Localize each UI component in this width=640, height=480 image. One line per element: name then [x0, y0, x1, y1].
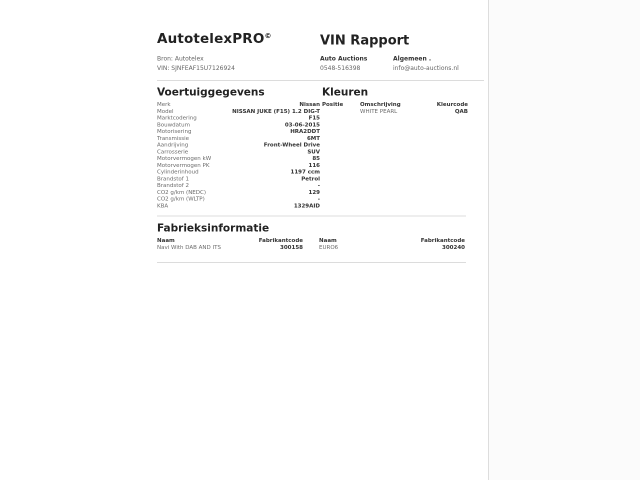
- row-label: Motorisering: [157, 128, 192, 135]
- factory-data-row: [157, 244, 303, 251]
- color-positie: [322, 108, 360, 115]
- row-label: Motorvermogen kW: [157, 155, 212, 162]
- row-value: Front-Wheel Drive: [263, 141, 320, 148]
- table-row: [157, 128, 320, 135]
- row-label: Motorvermogen PK: [157, 161, 210, 169]
- table-row: [157, 108, 320, 115]
- table-row: [157, 101, 320, 108]
- column-header-fabrikantcode: Fabrikantcode: [258, 237, 303, 244]
- factory-naam: Navi With DAB AND ITS: [157, 243, 222, 251]
- section-title-fabrieksinformatie: Fabrieksinformatie: [157, 222, 270, 234]
- row-value: 03-06-2015: [284, 121, 320, 128]
- column-header-fabrikantcode: Fabrikantcode: [420, 237, 465, 244]
- column-header-naam: Naam: [157, 237, 175, 244]
- row-label: Marktcodering: [157, 114, 197, 121]
- source-line: Bron: Autotelex: [157, 55, 204, 62]
- row-label: CO2 g/km (NEDC): [157, 188, 207, 196]
- factory-naam: EURO6: [319, 243, 339, 251]
- row-label: Carrosserie: [157, 148, 189, 155]
- row-value: Petrol: [301, 175, 320, 182]
- row-value: Nissan: [299, 101, 320, 108]
- color-kleurcode: QAB: [454, 107, 468, 115]
- factory-info-group: [157, 237, 303, 251]
- factory-info-table: [157, 237, 465, 251]
- general-email: info@auto-auctions.nl: [393, 64, 459, 72]
- table-row: [157, 155, 320, 162]
- table-row: [157, 169, 320, 176]
- row-value: -: [317, 182, 320, 189]
- row-value: 1329AID: [293, 202, 320, 209]
- row-value: 116: [308, 161, 320, 169]
- colors-header-row: [322, 101, 468, 108]
- row-label: Bouwdatum: [157, 121, 190, 128]
- section-title-kleuren: Kleuren: [322, 86, 369, 98]
- table-row: [157, 162, 320, 169]
- row-value: -: [317, 195, 320, 202]
- section-divider: [157, 216, 466, 217]
- row-value: HRA2DDT: [290, 128, 320, 135]
- row-value: NISSAN JUKE (F15) 1.2 DIG-T: [232, 107, 320, 115]
- row-label: Brandstof 1: [157, 175, 189, 182]
- table-row: [157, 121, 320, 128]
- table-row: [157, 142, 320, 149]
- factory-code: 300240: [442, 243, 465, 251]
- section-divider: [157, 262, 466, 263]
- colors-table: [322, 101, 468, 115]
- table-row: [157, 115, 320, 122]
- table-row: [157, 148, 320, 155]
- factory-data-row: [319, 244, 465, 251]
- row-label: Transmissie: [157, 134, 190, 142]
- row-value: 85: [312, 155, 320, 162]
- header-divider: [157, 80, 484, 81]
- column-header-kleurcode: Kleurcode: [436, 101, 468, 108]
- vin-line: VIN: SJNFEAF15U7126924: [157, 64, 235, 72]
- row-label: KBA: [157, 202, 169, 209]
- row-label: Aandrijving: [157, 141, 189, 148]
- table-row: [157, 182, 320, 189]
- source-block: [157, 54, 235, 73]
- copyright-mark: ©: [264, 32, 272, 40]
- company-phone: 0548-516398: [320, 64, 361, 72]
- general-label: Algemeen .: [393, 55, 432, 62]
- brand-logo-text: [157, 31, 272, 47]
- column-header-naam: Naam: [319, 237, 337, 244]
- row-label: Cylinderinhoud: [157, 168, 199, 175]
- page-right-margin: [488, 0, 640, 480]
- row-label: Merk: [157, 101, 171, 108]
- row-value: SUV: [307, 148, 320, 155]
- row-value: 129: [308, 188, 320, 196]
- colors-data-row: [322, 108, 468, 115]
- vehicle-data-table: [157, 101, 320, 209]
- column-header-omschrijving: Omschrijving: [360, 101, 401, 108]
- company-block: [320, 54, 367, 73]
- general-block: [393, 54, 459, 73]
- report-title: VIN Rapport: [320, 33, 410, 48]
- row-value: 6MT: [306, 134, 320, 142]
- row-value: F15: [308, 114, 320, 121]
- table-row: [157, 135, 320, 142]
- company-name: Auto Auctions: [320, 55, 368, 62]
- row-value: 1197 ccm: [290, 168, 320, 175]
- row-label: Brandstof 2: [157, 182, 189, 189]
- factory-header-row: [157, 237, 303, 244]
- section-title-voertuiggegevens: Voertuiggegevens: [157, 86, 265, 98]
- table-row: [157, 196, 320, 203]
- row-label: CO2 g/km (WLTP): [157, 195, 205, 202]
- column-header-positie: Positie: [322, 101, 344, 108]
- factory-header-row: [319, 237, 465, 244]
- table-row: [157, 189, 320, 196]
- color-omschrijving: WHITE PEARL: [360, 107, 398, 115]
- table-row: [157, 202, 320, 209]
- table-row: [157, 175, 320, 182]
- factory-code: 300158: [280, 243, 303, 251]
- row-label: Model: [157, 107, 174, 115]
- factory-info-group: [319, 237, 465, 251]
- brand-name: AutotelexPRO: [157, 31, 265, 47]
